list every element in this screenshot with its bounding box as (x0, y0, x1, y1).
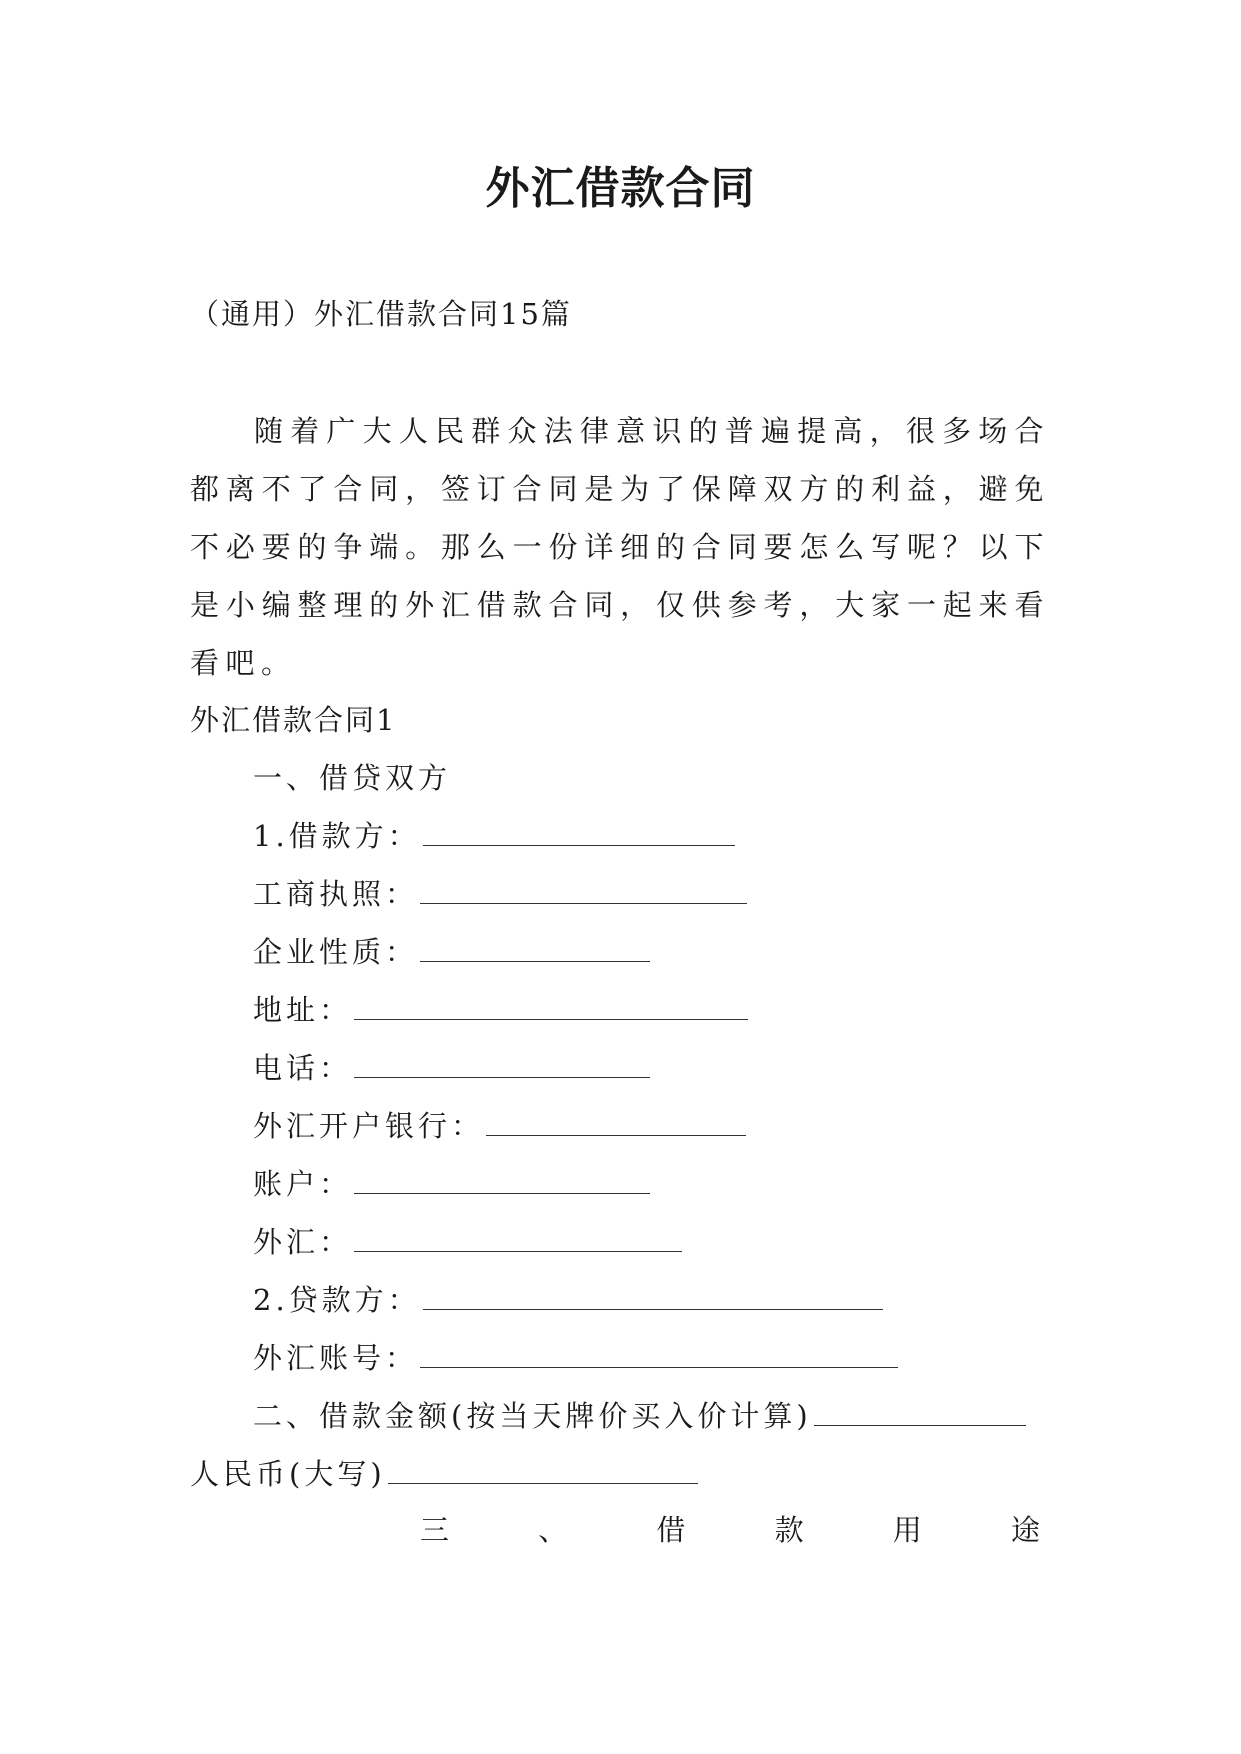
field-label: 账户： (253, 1167, 353, 1201)
field-address (253, 988, 748, 1029)
field-label: 1.借款方： (253, 819, 421, 853)
part3-char: 、 (538, 1513, 568, 1547)
field-label: 企业性质： (253, 935, 419, 969)
blank-line (420, 877, 747, 904)
blank-line (423, 819, 735, 846)
part2-line-rmb (190, 1452, 698, 1493)
field-borrower (253, 814, 735, 855)
field-label: 外汇账号： (253, 1341, 419, 1375)
field-lender (253, 1278, 883, 1319)
intro-paragraph: 随着广大人民群众法律意识的普遍提高，很多场合都离不了合同，签订合同是为了保障双方的利益，避免不必要的争端。那么一份详细的合同要怎么写呢？以下是小编整理的外汇借款合同，仅供参考，大家一起来看看吧。 (190, 414, 1050, 680)
document-title: 外汇借款合同 (485, 163, 756, 214)
field-label: 地址： (253, 993, 353, 1027)
blank-line (420, 1341, 898, 1368)
blank-line (354, 1225, 682, 1252)
part3-char: 三 (420, 1513, 450, 1547)
blank-line (354, 1167, 650, 1194)
field-forex (253, 1220, 682, 1261)
field-enterprise-nature (253, 930, 650, 971)
blank-line (388, 1457, 698, 1484)
part3-char: 借 (656, 1513, 686, 1547)
document-subtitle: （通用）外汇借款合同15篇 (190, 297, 572, 331)
part3-char: 用 (892, 1513, 922, 1547)
section-title: 外汇借款合同1 (190, 703, 397, 737)
field-business-license (253, 872, 747, 913)
part1-heading: 一、借贷双方 (253, 761, 452, 795)
field-phone (253, 1046, 650, 1087)
blank-line (354, 1051, 650, 1078)
part3-heading (420, 1508, 1040, 1549)
part3-char: 途 (1010, 1513, 1040, 1547)
part3-char: 款 (774, 1513, 804, 1547)
field-forex-account-no (253, 1336, 898, 1377)
part2-text: 二、借款金额(按当天牌价买入价计算) (253, 1399, 812, 1433)
field-account (253, 1162, 650, 1203)
part2-line (253, 1394, 1026, 1435)
blank-line (814, 1399, 1026, 1426)
field-label: 外汇： (253, 1225, 353, 1259)
field-label: 工商执照： (253, 877, 419, 911)
field-label: 电话： (253, 1051, 353, 1085)
field-forex-bank (253, 1104, 746, 1145)
blank-line (354, 993, 748, 1020)
blank-line (420, 935, 650, 962)
blank-line (423, 1283, 883, 1310)
blank-line (486, 1109, 746, 1136)
field-label: 外汇开户银行： (253, 1109, 485, 1143)
part2-rmb-text: 人民币(大写) (190, 1457, 386, 1491)
field-label: 2.贷款方： (253, 1283, 421, 1317)
